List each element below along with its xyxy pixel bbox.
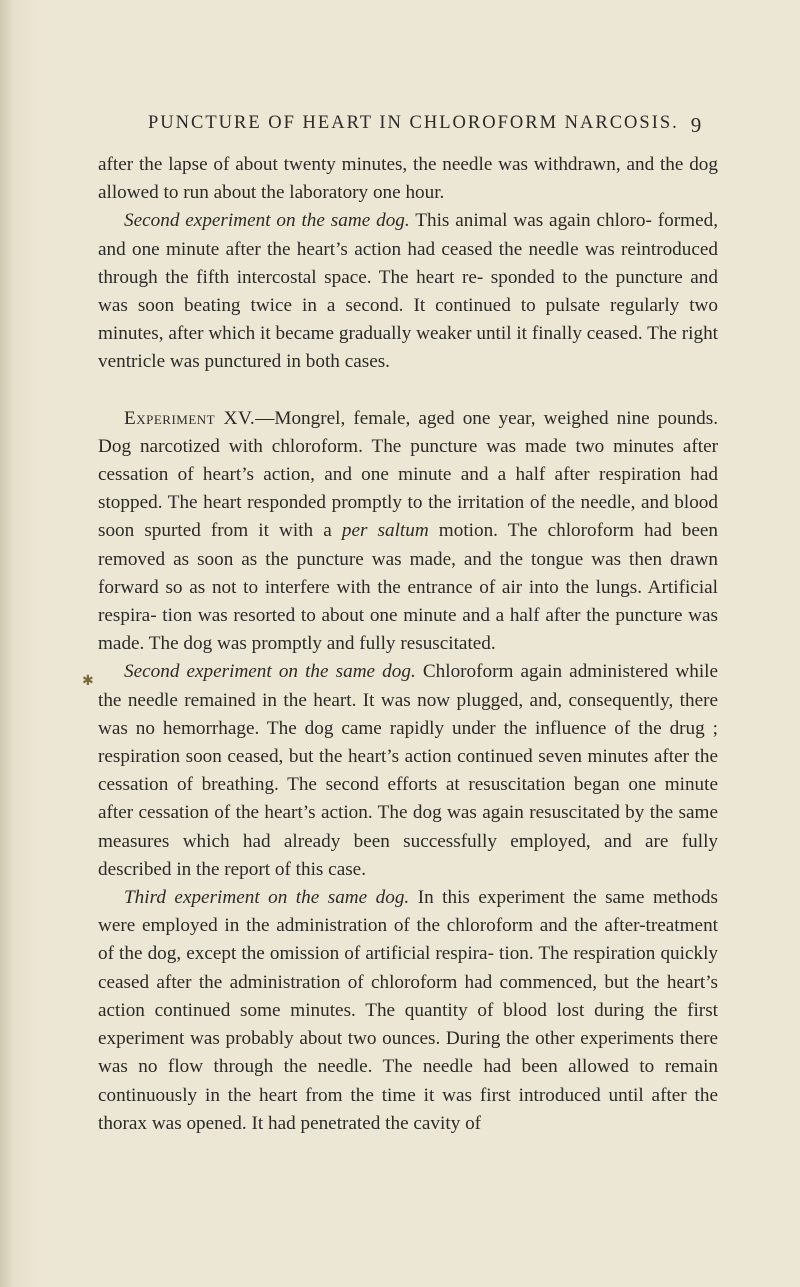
body-text: [98, 151, 718, 1138]
paragraph-second-experiment: [98, 207, 718, 376]
paragraph-text: In this experiment the same methods were employed in the administration of the chloroform and the after-treatment of the dog, except the omission of artificial respira- tion. The respiration quickly ceased after the administration of chloroform had commenced, but the heart’s action continued some minutes. The quantity of blood lost during the first experiment was probably about two ounces. During the other experiments there was no flow through the needle. The needle had been allowed to remain continuously in the heart from the time it was first introduced until after the thorax was opened. It had penetrated the cavity of: [98, 887, 718, 1134]
page-number: 9: [690, 113, 702, 137]
paragraph-text: —Mongrel, female, aged one year, weighed nine pounds. Dog narcotized with chloroform. The puncture was made two minutes after cessation of heart’s action, and one minute and a half after respiration had stopped. The heart responded promptly to the irritation of the needle, and blood soon spurted from it with a: [98, 407, 718, 542]
running-title: PUNCTURE OF HEART IN CHLOROFORM NARCOSIS.: [148, 113, 679, 133]
latin-term: per saltum: [341, 520, 429, 542]
paragraph-label: Second experiment on the same dog.: [124, 210, 410, 232]
running-header: [148, 113, 702, 138]
paragraph-label: Second experiment on the same dog.: [124, 661, 416, 683]
experiment-heading: Experiment XV.: [124, 407, 256, 429]
paragraph-third-experiment: [98, 884, 718, 1138]
paragraph-text: motion. The chloroform had been removed as soon as the puncture was made, and the tongue was then drawn forward so as not to interfere with the entrance of air into the lungs. Artificial respira- tion was resorted to about one minute and a half after the puncture was made. The dog was promptly and fully resuscitated.: [98, 520, 719, 655]
paragraph-label: Third experiment on the same dog.: [124, 887, 410, 909]
paragraph-text: Chloroform again administered while the needle remained in the heart. It was now plugged, and, consequently, there was no hemorrhage. The dog came rapidly under the influence of the drug ; respiration soon ceased, but the heart’s action continued seven minutes after the cessation of breathing. The second efforts at resuscitation began one minute after cessation of the heart’s action. The dog was again resuscitated by the same measures which had already been successfully employed, and are fully described in the report of this case.: [98, 661, 718, 880]
margin-mark: ✱: [82, 674, 94, 689]
paragraph-text: This animal was again chloro- formed, and one minute after the heart’s action had ceased the needle was reintroduced through the fifth intercostal space. The heart re- sponded to the puncture and was soon beating twice in a second. It continued to pulsate regularly two minutes, after which it became gradually weaker until it finally ceased. The right ventricle was punctured in both cases.: [98, 210, 718, 373]
paragraph-text: after the lapse of about twenty minutes, the needle was withdrawn, and the dog allowed to run about the laboratory one hour.: [98, 154, 718, 204]
paragraph-continuation: [98, 151, 718, 207]
paragraph-second-experiment-xv: [98, 658, 718, 884]
paragraph-experiment-xv: [98, 405, 718, 659]
